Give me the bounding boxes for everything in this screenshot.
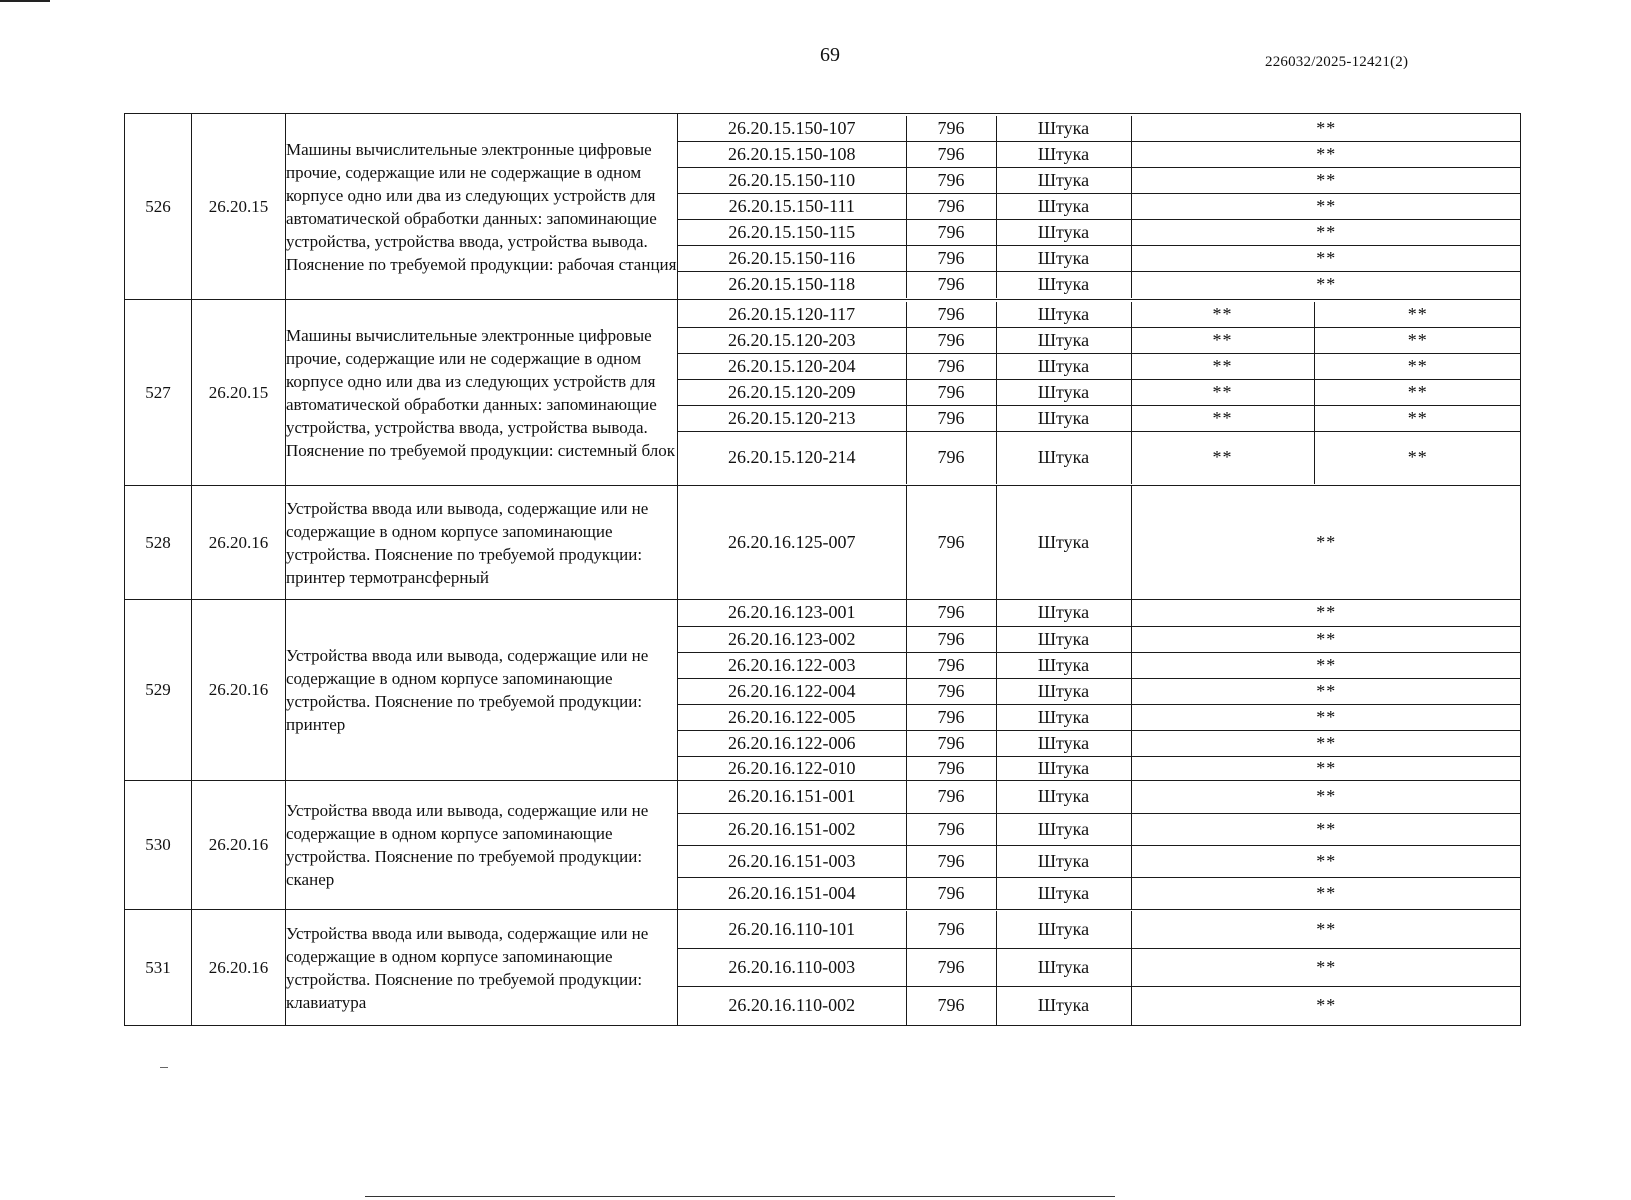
okei-code: 796 xyxy=(906,354,996,380)
okei-code: 796 xyxy=(906,116,996,142)
ktru-code: 26.20.16.125-007 xyxy=(678,486,906,599)
position-row xyxy=(678,600,1521,626)
okei-code: 796 xyxy=(906,845,996,877)
value-cell: ** xyxy=(1131,194,1521,220)
position-row xyxy=(678,354,1521,380)
position-list-cell xyxy=(678,486,1521,600)
unit-name: Штука xyxy=(996,730,1131,756)
position-row xyxy=(678,272,1521,298)
okei-code: 796 xyxy=(906,432,996,484)
product-description: Машины вычислительные электронные цифровые прочие, содержащие или не содержащие в одном корпусе одно или два из следующих устройств для автоматической обработки данных: запоминающие устройства, устройства ввода, устройства вывода. Пояснение по требуемой продукции: рабочая станция xyxy=(286,114,678,300)
unit-name: Штука xyxy=(996,704,1131,730)
product-description: Устройства ввода или вывода, содержащие или не содержащие в одном корпусе запоминающие устройства. Пояснение по требуемой продукции: сканер xyxy=(286,781,678,910)
position-row xyxy=(678,302,1521,328)
ktru-code: 26.20.15.120-209 xyxy=(678,380,906,406)
value-cell: ** xyxy=(1131,354,1314,380)
position-row xyxy=(678,328,1521,354)
unit-name: Штука xyxy=(996,328,1131,354)
position-list xyxy=(678,781,1521,909)
product-description: Устройства ввода или вывода, содержащие или не содержащие в одном корпусе запоминающие устройства. Пояснение по требуемой продукции: клавиатура xyxy=(286,910,678,1026)
value-cell: ** xyxy=(1131,406,1314,432)
ktru-code: 26.20.15.150-111 xyxy=(678,194,906,220)
position-row xyxy=(678,652,1521,678)
unit-name: Штука xyxy=(996,220,1131,246)
unit-name: Штука xyxy=(996,877,1131,909)
okpd-code: 26.20.16 xyxy=(192,781,286,910)
okei-code: 796 xyxy=(906,652,996,678)
value-cell: ** xyxy=(1131,328,1314,354)
position-row xyxy=(678,142,1521,168)
value-cell: ** xyxy=(1131,813,1521,845)
ktru-code: 26.20.16.151-001 xyxy=(678,781,906,813)
ktru-code: 26.20.15.150-115 xyxy=(678,220,906,246)
value-cell: ** xyxy=(1314,380,1521,406)
ktru-code: 26.20.16.151-003 xyxy=(678,845,906,877)
ktru-code: 26.20.15.150-110 xyxy=(678,168,906,194)
unit-name: Штука xyxy=(996,845,1131,877)
table-row xyxy=(125,910,1521,1026)
value-cell: ** xyxy=(1131,781,1521,813)
okei-code: 796 xyxy=(906,781,996,813)
ktru-code: 26.20.16.123-002 xyxy=(678,626,906,652)
position-row xyxy=(678,845,1521,877)
value-cell: ** xyxy=(1131,302,1314,328)
table-row xyxy=(125,300,1521,486)
row-number: 529 xyxy=(125,600,192,781)
position-row xyxy=(678,486,1521,599)
value-cell: ** xyxy=(1131,730,1521,756)
okei-code: 796 xyxy=(906,877,996,909)
value-cell: ** xyxy=(1131,911,1521,949)
okei-code: 796 xyxy=(906,380,996,406)
product-description: Устройства ввода или вывода, содержащие или не содержащие в одном корпусе запоминающие устройства. Пояснение по требуемой продукции: принтер xyxy=(286,600,678,781)
products-table-body xyxy=(125,114,1521,1026)
unit-name: Штука xyxy=(996,246,1131,272)
okpd-code: 26.20.16 xyxy=(192,910,286,1026)
position-row xyxy=(678,877,1521,909)
value-cell: ** xyxy=(1131,142,1521,168)
position-row xyxy=(678,730,1521,756)
value-cell: ** xyxy=(1131,877,1521,909)
position-row xyxy=(678,949,1521,987)
unit-name: Штука xyxy=(996,911,1131,949)
ktru-code: 26.20.15.120-203 xyxy=(678,328,906,354)
okei-code: 796 xyxy=(906,600,996,626)
value-cell: ** xyxy=(1131,987,1521,1025)
row-number: 528 xyxy=(125,486,192,600)
position-row xyxy=(678,704,1521,730)
position-row xyxy=(678,432,1521,484)
position-row xyxy=(678,168,1521,194)
table-row xyxy=(125,486,1521,600)
margin-mark xyxy=(160,1067,168,1068)
top-edge-line xyxy=(0,0,50,2)
ktru-code: 26.20.16.122-005 xyxy=(678,704,906,730)
ktru-code: 26.20.16.122-004 xyxy=(678,678,906,704)
okei-code: 796 xyxy=(906,486,996,599)
position-list xyxy=(678,911,1521,1025)
okei-code: 796 xyxy=(906,756,996,780)
unit-name: Штука xyxy=(996,432,1131,484)
products-table xyxy=(124,113,1521,1026)
unit-name: Штука xyxy=(996,626,1131,652)
value-cell: ** xyxy=(1131,168,1521,194)
value-cell: ** xyxy=(1131,600,1521,626)
okei-code: 796 xyxy=(906,730,996,756)
position-list-cell xyxy=(678,114,1521,300)
bottom-edge-line xyxy=(365,1196,1115,1197)
value-cell: ** xyxy=(1131,756,1521,780)
position-row xyxy=(678,678,1521,704)
ktru-code: 26.20.16.122-003 xyxy=(678,652,906,678)
table-row xyxy=(125,600,1521,781)
position-list-cell xyxy=(678,910,1521,1026)
okpd-code: 26.20.16 xyxy=(192,486,286,600)
product-description: Машины вычислительные электронные цифровые прочие, содержащие или не содержащие в одном корпусе одно или два из следующих устройств для автоматической обработки данных: запоминающие устройства, устройства ввода, устройства вывода. Пояснение по требуемой продукции: системный блок xyxy=(286,300,678,486)
ktru-code: 26.20.16.151-004 xyxy=(678,877,906,909)
ktru-code: 26.20.16.123-001 xyxy=(678,600,906,626)
ktru-code: 26.20.15.120-214 xyxy=(678,432,906,484)
unit-name: Штука xyxy=(996,652,1131,678)
row-number: 531 xyxy=(125,910,192,1026)
okei-code: 796 xyxy=(906,949,996,987)
ktru-code: 26.20.15.120-204 xyxy=(678,354,906,380)
row-number: 530 xyxy=(125,781,192,910)
position-row xyxy=(678,911,1521,949)
value-cell: ** xyxy=(1314,328,1521,354)
okei-code: 796 xyxy=(906,246,996,272)
ktru-code: 26.20.15.150-107 xyxy=(678,116,906,142)
position-row xyxy=(678,380,1521,406)
unit-name: Штука xyxy=(996,781,1131,813)
ktru-code: 26.20.16.122-006 xyxy=(678,730,906,756)
page-number: 69 xyxy=(820,44,840,66)
okei-code: 796 xyxy=(906,987,996,1025)
document-id: 226032/2025-12421(2) xyxy=(1265,54,1409,70)
value-cell: ** xyxy=(1131,220,1521,246)
okpd-code: 26.20.16 xyxy=(192,600,286,781)
unit-name: Штука xyxy=(996,194,1131,220)
unit-name: Штука xyxy=(996,354,1131,380)
position-row xyxy=(678,406,1521,432)
ktru-code: 26.20.15.120-117 xyxy=(678,302,906,328)
okpd-code: 26.20.15 xyxy=(192,114,286,300)
row-number: 526 xyxy=(125,114,192,300)
okei-code: 796 xyxy=(906,272,996,298)
position-list xyxy=(678,116,1521,298)
value-cell: ** xyxy=(1131,845,1521,877)
position-list xyxy=(678,302,1521,484)
unit-name: Штука xyxy=(996,600,1131,626)
value-cell: ** xyxy=(1131,246,1521,272)
row-number: 527 xyxy=(125,300,192,486)
unit-name: Штука xyxy=(996,116,1131,142)
ktru-code: 26.20.16.110-101 xyxy=(678,911,906,949)
value-cell: ** xyxy=(1131,704,1521,730)
position-row xyxy=(678,246,1521,272)
position-list-cell xyxy=(678,600,1521,781)
okei-code: 796 xyxy=(906,168,996,194)
value-cell: ** xyxy=(1131,116,1521,142)
value-cell: ** xyxy=(1131,432,1314,484)
position-row xyxy=(678,756,1521,780)
value-cell: ** xyxy=(1131,652,1521,678)
unit-name: Штука xyxy=(996,272,1131,298)
value-cell: ** xyxy=(1314,406,1521,432)
value-cell: ** xyxy=(1131,678,1521,704)
value-cell: ** xyxy=(1131,626,1521,652)
value-cell: ** xyxy=(1314,302,1521,328)
position-list-cell xyxy=(678,300,1521,486)
product-description: Устройства ввода или вывода, содержащие или не содержащие в одном корпусе запоминающие устройства. Пояснение по требуемой продукции: принтер термотрансферный xyxy=(286,486,678,600)
value-cell: ** xyxy=(1131,949,1521,987)
ktru-code: 26.20.16.110-002 xyxy=(678,987,906,1025)
position-row xyxy=(678,781,1521,813)
value-cell: ** xyxy=(1131,380,1314,406)
unit-name: Штука xyxy=(996,987,1131,1025)
okei-code: 796 xyxy=(906,704,996,730)
ktru-code: 26.20.15.150-116 xyxy=(678,246,906,272)
ktru-code: 26.20.15.150-118 xyxy=(678,272,906,298)
unit-name: Штука xyxy=(996,486,1131,599)
position-row xyxy=(678,116,1521,142)
okei-code: 796 xyxy=(906,328,996,354)
position-row xyxy=(678,220,1521,246)
unit-name: Штука xyxy=(996,406,1131,432)
ktru-code: 26.20.16.122-010 xyxy=(678,756,906,780)
position-row xyxy=(678,813,1521,845)
value-cell: ** xyxy=(1131,272,1521,298)
okei-code: 796 xyxy=(906,194,996,220)
unit-name: Штука xyxy=(996,302,1131,328)
unit-name: Штука xyxy=(996,949,1131,987)
okei-code: 796 xyxy=(906,911,996,949)
position-row xyxy=(678,626,1521,652)
position-list-cell xyxy=(678,781,1521,910)
position-list xyxy=(678,600,1521,780)
unit-name: Штука xyxy=(996,678,1131,704)
ktru-code: 26.20.15.120-213 xyxy=(678,406,906,432)
okei-code: 796 xyxy=(906,626,996,652)
unit-name: Штука xyxy=(996,813,1131,845)
okei-code: 796 xyxy=(906,813,996,845)
value-cell: ** xyxy=(1314,432,1521,484)
ktru-code: 26.20.16.151-002 xyxy=(678,813,906,845)
position-row xyxy=(678,194,1521,220)
position-row xyxy=(678,987,1521,1025)
unit-name: Штука xyxy=(996,380,1131,406)
ktru-code: 26.20.16.110-003 xyxy=(678,949,906,987)
unit-name: Штука xyxy=(996,168,1131,194)
okei-code: 796 xyxy=(906,220,996,246)
okei-code: 796 xyxy=(906,142,996,168)
unit-name: Штука xyxy=(996,756,1131,780)
ktru-code: 26.20.15.150-108 xyxy=(678,142,906,168)
position-list xyxy=(678,486,1521,599)
table-row xyxy=(125,114,1521,300)
okei-code: 796 xyxy=(906,678,996,704)
unit-name: Штука xyxy=(996,142,1131,168)
okpd-code: 26.20.15 xyxy=(192,300,286,486)
okei-code: 796 xyxy=(906,302,996,328)
value-cell: ** xyxy=(1314,354,1521,380)
table-row xyxy=(125,781,1521,910)
value-cell: ** xyxy=(1131,486,1521,599)
okei-code: 796 xyxy=(906,406,996,432)
